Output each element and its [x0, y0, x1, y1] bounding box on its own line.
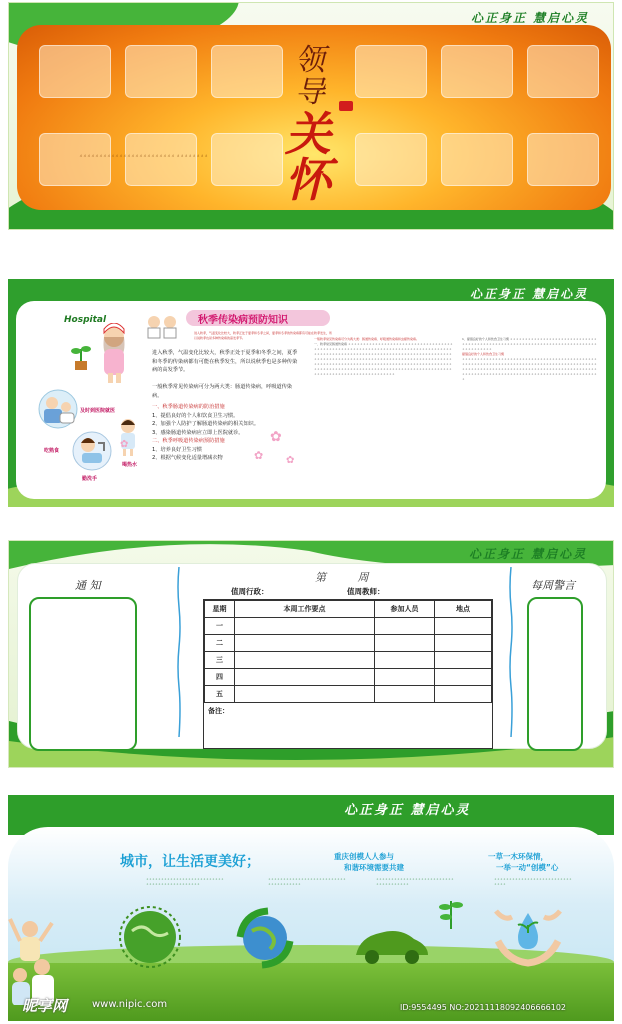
washing-hands-illustration: [72, 431, 112, 471]
plant-icon: [70, 341, 92, 371]
day-cell: 三: [205, 652, 235, 669]
slogan: 心正身正 慧启心灵: [470, 287, 589, 301]
day-cell: 一: [205, 618, 235, 635]
section-heading: 一、秋季肠道传染病的防治措施: [152, 404, 225, 410]
list-item: 1、培养良好卫生习惯: [152, 446, 202, 453]
flower-icon: ✿: [270, 429, 282, 445]
list-item: 3、感染肠道传染病应立即上医院就诊。: [152, 429, 244, 436]
intro-paragraph-2: 一般秋季常见传染病可分为两大类：肠道传染病，呼吸道传染病。: [152, 384, 293, 399]
quote-box: [527, 597, 583, 751]
board-title: [281, 43, 363, 207]
list-item: 2、根据气候变化适量增减衣物: [152, 455, 223, 461]
photo-slot: [441, 45, 513, 98]
photo-slot: [125, 45, 197, 98]
slogan: 心正身正 慧启心灵: [471, 11, 590, 25]
day-cell: 五: [205, 686, 235, 703]
label-water: 喝热水: [122, 462, 138, 468]
seal-icon: [339, 101, 353, 111]
middle-column-text: 一般秋季常见传染病可分为两大类：肠道传染病、呼吸道传染病和虫媒传染病。 一、秋季常见肠道传染病 ㄨㄨㄨㄨㄨㄨㄨㄨㄨㄨㄨㄨㄨㄨㄨㄨㄨㄨㄨㄨㄨㄨㄨㄨㄨㄨㄨㄨㄨㄨㄨㄨㄨㄨㄨㄨㄨㄨㄨㄨㄨㄨㄨㄨㄨㄨㄨㄨㄨㄨㄨㄨㄨㄨㄨㄨㄨㄨㄨㄨㄨㄨㄨㄨㄨㄨㄨㄨㄨㄨㄨㄨㄨㄨㄨㄨㄨㄨㄨㄨㄨㄨㄨㄨㄨㄨㄨㄨㄨㄨㄨㄨㄨㄨㄨㄨㄨㄨㄨㄨㄨㄨㄨㄨㄨㄨㄨㄨㄨㄨㄨㄨㄨㄨㄨㄨㄨㄨㄨㄨㄨㄨㄨㄨㄨㄨㄨㄨㄨㄨㄨㄨㄨㄨㄨㄨㄨㄨㄨㄨㄨㄨㄨㄨㄨㄨㄨㄨㄨㄨㄨㄨㄨㄨㄨㄨㄨㄨㄨㄨㄨㄨㄨㄨㄨㄨㄨㄨㄨㄨㄨㄨㄨㄨㄨㄨㄨㄨㄨㄨㄨㄨㄨㄨㄨㄨㄨㄨㄨㄨㄨㄨㄨㄨㄨㄨㄨㄨㄨㄨㄨㄨㄨㄨㄨㄨㄨㄨㄨㄨㄨㄨㄨㄨㄨㄨㄨㄨㄨㄨㄨㄨㄨㄨㄨㄨㄨㄨㄨㄨㄨㄨㄨㄨㄨㄨㄨㄨㄨㄨㄨㄨㄨㄨㄨㄨㄨㄨㄨㄨㄨㄨㄨㄨㄨㄨㄨㄨㄨㄨㄨㄨㄨㄨㄨㄨㄨㄨㄨㄨㄨㄨㄨㄨㄨㄨㄨㄨㄨㄨㄨㄨㄨㄨㄨㄨㄨㄨㄨㄨㄨㄨ: [314, 337, 453, 376]
column-heading: 一般秋季常见传染病可分为两大类：肠道传染病、呼吸道传染病和虫媒传染病。: [314, 337, 420, 341]
photo-slot: [125, 133, 197, 186]
autumn-disease-board: [8, 279, 614, 507]
day-cell: 四: [205, 669, 235, 686]
photo-slot: [211, 133, 283, 186]
text-block: ㄨㄨㄨㄨㄨㄨㄨㄨㄨㄨㄨㄨㄨㄨㄨㄨㄨㄨㄨㄨㄨㄨㄨㄨㄨㄨㄨㄨㄨㄨ: [494, 877, 573, 886]
green-earth-icon: [118, 905, 182, 969]
section-heading: 二、秋季呼吸道传染病预防措施: [152, 438, 225, 444]
title-line-1: 领导: [295, 43, 325, 110]
watermark-logo: 昵享网: [22, 997, 68, 1015]
watermark-url: www.nipic.com: [92, 999, 168, 1010]
list-item: 1、提倡良好的个人和饮食卫生习惯。: [152, 412, 239, 419]
photo-slot: [211, 45, 283, 98]
girl-drinking-illustration: [116, 417, 140, 457]
text-block: ㄨㄨㄨㄨㄨㄨㄨㄨㄨㄨㄨㄨㄨㄨㄨㄨㄨㄨㄨㄨㄨㄨㄨㄨㄨㄨㄨㄨㄨㄨㄨㄨㄨㄨㄨㄨㄨ: [268, 877, 347, 886]
quote-title: 每周警言: [531, 579, 575, 592]
hospital-label: Hospital: [64, 315, 107, 325]
label-eat: 吃熟食: [44, 448, 60, 454]
slogan: 心正身正 慧启心灵: [469, 547, 588, 561]
subheadline-2: 和谐环境需要共建: [344, 863, 404, 872]
photo-slot: [441, 133, 513, 186]
notice-title: 通 知: [75, 579, 101, 592]
subtitle-text: ㄨㄨㄨㄨㄨㄨㄨㄨㄨㄨㄨㄨㄨㄨㄨㄨㄨㄨㄨㄨㄨㄨㄨㄨ ㄨㄨㄨㄨㄨㄨㄨㄨ: [79, 153, 209, 158]
vine-decoration: [177, 567, 181, 737]
intro-paragraph: 进入秋季，气温变化比较大，秋季正处于夏季和冬季之间，夏季和冬季的传染病都有可能在秋季发生，所以说秋季也是多种传染病的高发季节。: [152, 350, 298, 373]
duty-teacher-label: 值周教师：: [347, 587, 385, 596]
flower-icon: ✿: [286, 455, 295, 466]
duty-admin-label: 值周行政：: [231, 587, 269, 596]
leaf-icon: [438, 895, 464, 929]
photo-slot: [39, 45, 111, 98]
notice-box: [29, 597, 137, 751]
column-header: 星期: [205, 601, 235, 618]
hands-water-drop-icon: [488, 895, 568, 975]
table-row: [205, 635, 492, 652]
table-row: [205, 652, 492, 669]
day-cell: 二: [205, 635, 235, 652]
photo-slot: [527, 133, 599, 186]
family-photo: [8, 905, 68, 1005]
table-row: [205, 686, 492, 703]
environment-board: [8, 795, 614, 1021]
week-title: 第 周: [315, 571, 383, 584]
label-hospital: 及时到医院就医: [80, 408, 116, 414]
subheadline-3: 一草一木环保情，: [488, 852, 548, 861]
green-car-icon: [350, 919, 432, 969]
doctors-icon: [144, 313, 180, 339]
subheadline-1: 重庆创模人人参与: [334, 852, 394, 861]
subheadline-4: 一举一动“创模”心: [496, 863, 559, 872]
slogan: 心正身正 慧启心灵: [344, 803, 471, 818]
nurse-illustration: [96, 323, 132, 383]
table-row: [205, 618, 492, 635]
text-block: ㄨㄨㄨㄨㄨㄨㄨㄨㄨㄨㄨㄨㄨㄨㄨㄨㄨㄨㄨㄨㄨㄨㄨㄨㄨㄨㄨㄨㄨㄨㄨㄨㄨㄨㄨㄨㄨ: [376, 877, 455, 886]
photo-slot: [39, 133, 111, 186]
label-wash: 勤洗手: [82, 476, 98, 482]
flower-icon: ✿: [254, 449, 264, 462]
photo-slot: [355, 45, 427, 98]
title-line-2: 关怀: [285, 107, 331, 207]
column-header: 参加人员: [375, 601, 435, 618]
board-title: 秋季传染病预防知识: [198, 315, 288, 326]
column-header: 本周工作要点: [235, 601, 375, 618]
flower-icon: ✿: [120, 439, 129, 450]
watermark-id: ID:9554495 NO:20211118092406666102: [400, 1003, 567, 1012]
title-subtext: 进入秋季，气温变化比较大，秋季正处于夏季和冬季之间，夏季和冬季的传染病都有可能在秋季发生，所以说秋季也是多种传染病的高发季节。: [194, 331, 333, 340]
photo-slot: [355, 133, 427, 186]
right-column-text: 1、提倡良好的个人和饮食卫生习惯 ㄨㄨㄨㄨㄨㄨㄨㄨㄨㄨㄨㄨㄨㄨㄨㄨㄨㄨㄨㄨㄨㄨㄨㄨㄨㄨㄨㄨㄨㄨㄨㄨㄨㄨㄨㄨㄨㄨㄨㄨㄨㄨㄨㄨㄨㄨㄨㄨㄨㄨㄨㄨㄨㄨㄨㄨㄨㄨㄨㄨㄨㄨㄨㄨㄨㄨㄨㄨㄨㄨㄨㄨㄨㄨㄨㄨㄨㄨㄨㄨㄨㄨㄨㄨ 提倡良好的个人和饮食卫生习惯 ㄨㄨㄨㄨㄨㄨㄨㄨㄨㄨㄨㄨㄨㄨㄨㄨㄨㄨㄨㄨㄨㄨㄨㄨㄨㄨㄨㄨㄨㄨㄨㄨㄨㄨㄨㄨㄨㄨㄨㄨㄨㄨㄨㄨㄨㄨㄨㄨㄨㄨㄨㄨㄨㄨㄨㄨㄨㄨㄨㄨㄨㄨㄨㄨㄨㄨㄨㄨㄨㄨㄨㄨㄨㄨㄨㄨㄨㄨㄨㄨㄨㄨㄨㄨㄨㄨㄨㄨㄨㄨㄨㄨㄨㄨㄨㄨㄨㄨㄨㄨㄨㄨㄨㄨㄨㄨㄨㄨㄨㄨㄨㄨㄨㄨㄨㄨㄨㄨㄨㄨㄨㄨㄨㄨㄨㄨㄨㄨㄨㄨㄨㄨㄨㄨㄨㄨㄨㄨㄨㄨㄨㄨㄨㄨㄨㄨㄨㄨㄨㄨㄨㄨㄨㄨㄨㄨㄨㄨㄨㄨㄨㄨㄨㄨㄨㄨㄨㄨㄨㄨㄨㄨㄨㄨㄨㄨㄨㄨㄨㄨㄨ: [462, 337, 598, 381]
leadership-care-board: [8, 2, 614, 230]
headline: 城市，让生活更美好；: [120, 854, 260, 870]
column-heading: 提倡良好的个人和饮食卫生习惯: [462, 352, 505, 356]
weekly-duty-board: [8, 540, 614, 768]
table-row: [205, 669, 492, 686]
list-item: 2、加强个人防护了解肠道传染病的相关知识。: [152, 421, 260, 427]
recycling-globe-icon: [234, 907, 296, 969]
remarks-label: 备注：: [208, 707, 229, 715]
text-block: ㄨㄨㄨㄨㄨㄨㄨㄨㄨㄨㄨㄨㄨㄨㄨㄨㄨㄨㄨㄨㄨㄨㄨㄨㄨㄨㄨㄨㄨㄨㄨㄨㄨㄨㄨㄨㄨㄨㄨㄨㄨㄨㄨㄨ: [146, 877, 225, 886]
duty-table: [203, 599, 493, 749]
column-header: 地点: [435, 601, 492, 618]
photo-slot: [527, 45, 599, 98]
doctor-visit-illustration: [36, 389, 80, 429]
vine-decoration: [509, 567, 513, 737]
